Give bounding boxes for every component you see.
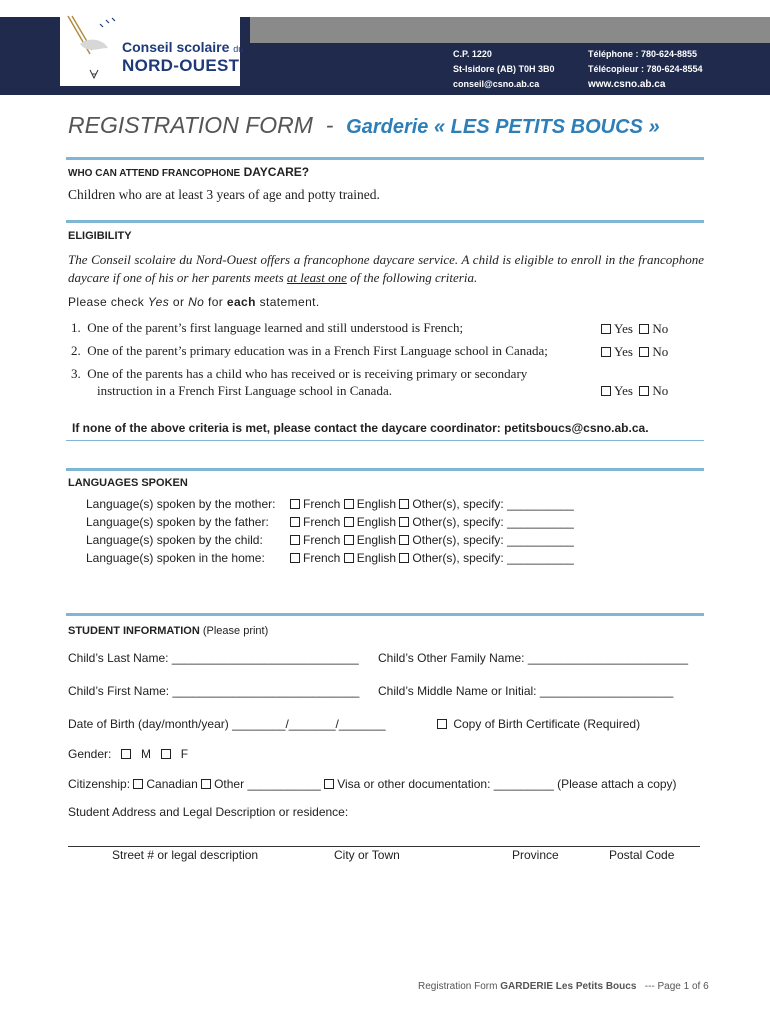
birth-certificate: Copy of Birth Certificate (Required) <box>437 717 640 731</box>
who-text: Children who are at least 3 years of age and potty trained. <box>68 187 380 202</box>
eligibility-heading: ELIGIBILITY <box>68 230 132 242</box>
phone: Téléphone : 780-624-8855 <box>588 49 698 59</box>
languages-heading: LANGUAGES SPOKEN <box>68 477 188 489</box>
address-line[interactable] <box>68 846 700 847</box>
criterion-1-options: Yes No <box>601 321 668 337</box>
who-heading: WHO CAN ATTEND FRANCOPHONE DAYCARE? <box>68 165 310 179</box>
female-checkbox[interactable] <box>161 749 171 759</box>
website: www.csno.ab.ca <box>588 79 666 90</box>
criterion-3-options: Yes No <box>601 383 668 399</box>
gender: Gender: M F <box>68 747 189 761</box>
citizenship: Citizenship: Canadian Other ___________ Visa or other documentation: _________ (Please attach a copy) <box>68 777 677 791</box>
languages-options <box>290 495 574 567</box>
po-box: C.P. 1220 <box>453 49 492 59</box>
no-checkbox[interactable] <box>639 347 649 357</box>
contact-address <box>453 47 555 92</box>
logo-text-line2: NORD-OUEST <box>122 56 240 75</box>
divider <box>66 220 704 223</box>
other-checkbox[interactable] <box>399 535 409 545</box>
middle-name-field[interactable]: Child’s Middle Name or Initial: ____________________ <box>378 684 674 698</box>
yes-checkbox[interactable] <box>601 324 611 334</box>
mother-label: Language(s) spoken by the mother: <box>86 497 276 511</box>
divider <box>66 468 704 471</box>
english-checkbox[interactable] <box>344 517 354 527</box>
email: conseil@csno.ab.ca <box>453 79 540 89</box>
header-band-grey <box>250 17 770 43</box>
criterion-3: 3. One of the parents has a child who has received or is receiving primary or secondary instruction in a French First Language school in Canada. <box>71 366 528 398</box>
yes-checkbox[interactable] <box>601 347 611 357</box>
birth-certificate-checkbox[interactable] <box>437 719 447 729</box>
other-family-name-field[interactable]: Child’s Other Family Name: ________________________ <box>378 651 688 665</box>
other-checkbox[interactable] <box>201 779 211 789</box>
page-title: REGISTRATION FORM - Garderie « LES PETITS BOUCS » <box>68 112 660 138</box>
canadian-checkbox[interactable] <box>133 779 143 789</box>
student-heading: STUDENT INFORMATION (Please print) <box>68 625 269 637</box>
divider <box>66 157 704 160</box>
french-checkbox[interactable] <box>290 535 300 545</box>
dob-field[interactable]: Date of Birth (day/month/year) ________/_______/_______ <box>68 717 386 731</box>
other-checkbox[interactable] <box>399 553 409 563</box>
last-name-field[interactable]: Child’s Last Name: ____________________________ <box>68 651 359 665</box>
divider <box>66 613 704 616</box>
contact-phone <box>588 47 703 92</box>
first-name-field[interactable]: Child’s First Name: ____________________________ <box>68 684 360 698</box>
logo-mark-icon <box>60 14 120 86</box>
other-checkbox[interactable] <box>399 499 409 509</box>
male-checkbox[interactable] <box>121 749 131 759</box>
english-checkbox[interactable] <box>344 499 354 509</box>
criterion-2-options: Yes No <box>601 344 668 360</box>
fax: Télécopieur : 780-624-8554 <box>588 64 703 74</box>
criterion-2: 2. One of the parent’s primary education was in a French First Language school in Canada; <box>71 343 548 358</box>
eligibility-text: The Conseil scolaire du Nord-Ouest offers a francophone daycare service. A child is eligible to enroll in the francophone daycare if one of his or her parents meets at least one of the following criteria. <box>68 252 704 285</box>
logo-text-line1: Conseil scolaire du <box>122 39 244 55</box>
father-options: French English Other(s), specify: __________ <box>290 513 574 531</box>
father-label: Language(s) spoken by the father: <box>86 515 269 529</box>
other-checkbox[interactable] <box>399 517 409 527</box>
mother-options: French English Other(s), specify: __________ <box>290 495 574 513</box>
home-options: French English Other(s), specify: __________ <box>290 549 574 567</box>
english-checkbox[interactable] <box>344 553 354 563</box>
address-label: Student Address and Legal Description or residence: <box>68 805 349 819</box>
address-col-street: Street # or legal description <box>112 848 259 862</box>
french-checkbox[interactable] <box>290 517 300 527</box>
coordinator-note: If none of the above criteria is met, please contact the daycare coordinator: petitsboucs@csno.ab.ca. <box>72 421 649 435</box>
french-checkbox[interactable] <box>290 553 300 563</box>
city: St-Isidore (AB) T0H 3B0 <box>453 64 555 74</box>
yes-checkbox[interactable] <box>601 386 611 396</box>
divider-thin <box>66 440 704 441</box>
no-checkbox[interactable] <box>639 386 649 396</box>
criterion-1: 1. One of the parent’s first language learned and still understood is French; <box>71 320 464 335</box>
page-footer: Registration Form GARDERIE Les Petits Boucs --- Page 1 of 6 <box>418 981 709 992</box>
visa-checkbox[interactable] <box>324 779 334 789</box>
english-checkbox[interactable] <box>344 535 354 545</box>
french-checkbox[interactable] <box>290 499 300 509</box>
no-checkbox[interactable] <box>639 324 649 334</box>
address-col-postal: Postal Code <box>609 848 675 862</box>
address-col-city: City or Town <box>334 848 400 862</box>
home-label: Language(s) spoken in the home: <box>86 551 265 565</box>
languages-labels <box>86 495 275 567</box>
address-col-province: Province <box>512 848 559 862</box>
check-instruction: Please check Yes or No for each statement. <box>68 295 320 309</box>
child-label: Language(s) spoken by the child: <box>86 533 263 547</box>
child-options: French English Other(s), specify: __________ <box>290 531 574 549</box>
